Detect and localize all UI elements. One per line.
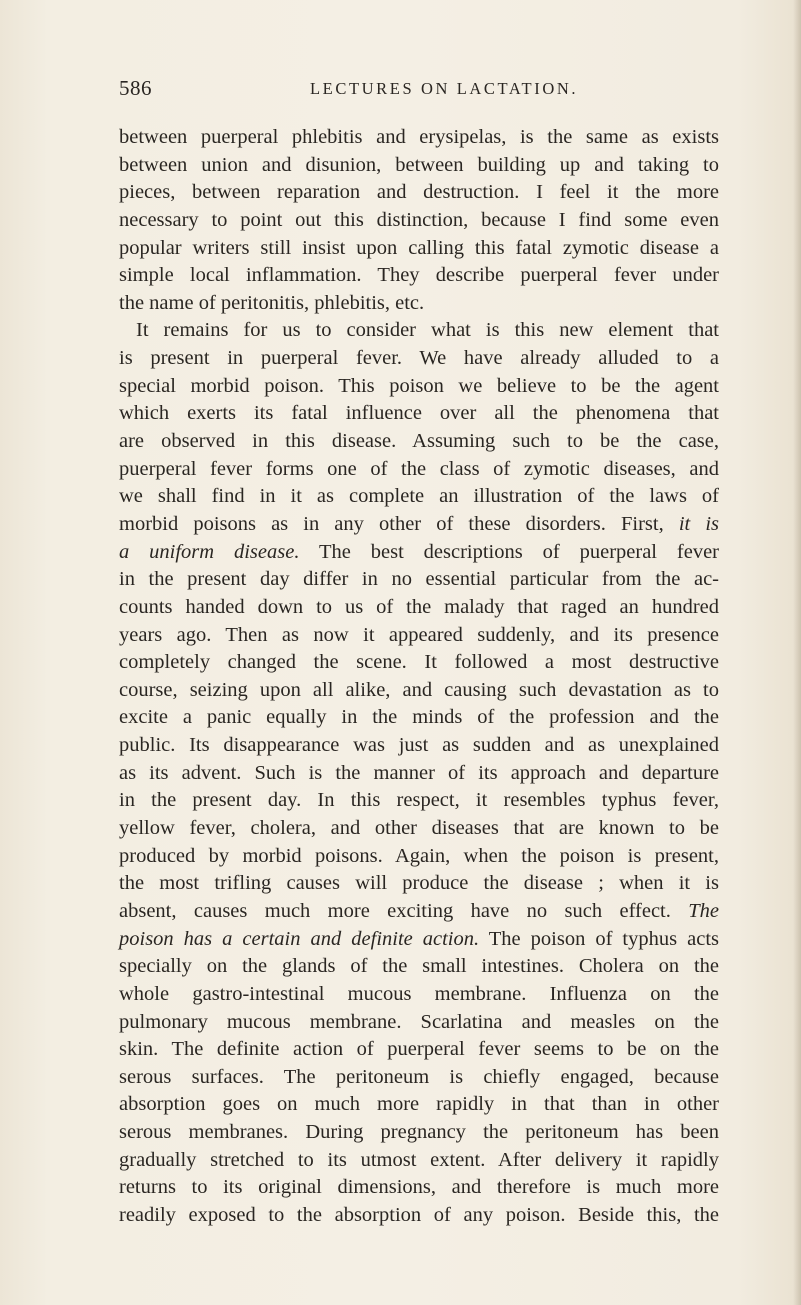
text-line: [119, 1174, 719, 1202]
text-segment: which exerts its fatal influence over all the phenomena that: [119, 402, 719, 425]
text-segment: public. Its disappearance was just as sudden and as unexplained: [119, 734, 719, 757]
text-segment: between union and disunion, between building up and taking to: [119, 153, 719, 176]
text-segment: in the present day differ in no essential particular from the ac-: [119, 568, 719, 591]
text-line: [119, 760, 719, 788]
text-segment: excite a panic equally in the minds of the profession and the: [119, 706, 719, 729]
text-line: [119, 622, 719, 650]
text-segment: morbid poisons as in any other of these disorders. First,: [119, 512, 679, 535]
text-line: [119, 1202, 719, 1230]
text-segment: pieces, between reparation and destruction. I feel it the more: [119, 181, 719, 204]
text-segment: produced by morbid poisons. Again, when the poison is present,: [119, 844, 719, 867]
text-segment: pulmonary mucous membrane. Scarlatina and measles on the: [119, 1010, 719, 1033]
text-segment: returns to its original dimensions, and therefore is much more: [119, 1176, 719, 1199]
text-segment: absorption goes on much more rapidly in that than in other: [119, 1093, 719, 1116]
text-line: [119, 539, 719, 567]
text-line: [119, 732, 719, 760]
text-segment: yellow fever, cholera, and other diseases that are known to be: [119, 817, 719, 840]
page-number: 586: [119, 76, 152, 100]
text-segment: simple local inflammation. They describe puerperal fever under: [119, 264, 719, 287]
text-segment: readily exposed to the absorption of any poison. Beside this, the: [119, 1203, 719, 1226]
text-line: [119, 1036, 719, 1064]
text-segment: The best descriptions of puerperal fever: [299, 540, 719, 563]
text-line: [119, 815, 719, 843]
page-header: [0, 76, 801, 104]
text-segment: The poison of typhus acts: [479, 927, 719, 950]
text-segment: specially on the glands of the small intestines. Cholera on the: [119, 955, 719, 978]
text-segment: the most trifling causes will produce the disease ; when it is: [119, 872, 719, 895]
text-line: [119, 677, 719, 705]
text-line: [119, 235, 719, 263]
text-line: [119, 179, 719, 207]
text-segment: course, seizing upon all alike, and causing such devastation as to: [119, 678, 719, 701]
text-segment: whole gastro-intestinal mucous membrane. Influenza on the: [119, 982, 719, 1005]
text-segment: in the present day. In this respect, it resembles typhus fever,: [119, 789, 719, 812]
text-segment: absent, causes much more exciting have no such effect.: [119, 899, 689, 922]
text-line: [119, 207, 719, 235]
text-segment: gradually stretched to its utmost extent. After delivery it rapidly: [119, 1148, 719, 1171]
text-line: [119, 456, 719, 484]
italic-text: a uniform disease.: [119, 540, 300, 563]
text-line: [119, 400, 719, 428]
text-line: [119, 594, 719, 622]
italic-text: poison has a certain and definite action.: [119, 927, 480, 950]
text-line: [119, 317, 719, 345]
text-line: [119, 152, 719, 180]
text-segment: the name of peritonitis, phlebitis, etc.: [119, 291, 425, 314]
text-segment: is present in puerperal fever. We have already alluded to a: [119, 347, 719, 370]
page-edge-shadow: [793, 0, 801, 1305]
text-line: [119, 898, 719, 926]
text-line: [119, 483, 719, 511]
body-text: [119, 124, 719, 1230]
text-line: [119, 704, 719, 732]
text-line: [119, 290, 719, 318]
italic-text: The: [688, 899, 719, 922]
italic-text: it is: [678, 512, 719, 535]
text-line: [119, 511, 719, 539]
text-segment: serous membranes. During pregnancy the peritoneum has been: [119, 1121, 719, 1144]
text-line: [119, 262, 719, 290]
text-line: [119, 345, 719, 373]
text-segment: are observed in this disease. Assuming such to be the case,: [119, 430, 719, 453]
text-line: [119, 843, 719, 871]
text-line: [119, 1147, 719, 1175]
text-line: [119, 1009, 719, 1037]
text-line: [119, 124, 719, 152]
text-segment: we shall find in it as complete an illustration of the laws of: [119, 485, 719, 508]
text-segment: as its advent. Such is the manner of its approach and departure: [119, 761, 719, 784]
text-segment: years ago. Then as now it appeared suddenly, and its presence: [119, 623, 719, 646]
text-line: [119, 870, 719, 898]
text-line: [119, 953, 719, 981]
text-segment: completely changed the scene. It followed a most destructive: [119, 651, 719, 674]
text-line: [119, 1091, 719, 1119]
text-line: [119, 787, 719, 815]
text-segment: serous surfaces. The peritoneum is chiefly engaged, because: [119, 1065, 719, 1088]
text-segment: between puerperal phlebitis and erysipelas, is the same as exists: [119, 126, 719, 148]
text-line: [119, 566, 719, 594]
text-segment: special morbid poison. This poison we believe to be the agent: [119, 374, 719, 397]
text-line: [119, 981, 719, 1009]
text-segment: It remains for us to consider what is this new element that: [136, 319, 719, 342]
text-segment: skin. The definite action of puerperal fever seems to be on the: [119, 1038, 719, 1061]
text-segment: counts handed down to us of the malady that raged an hundred: [119, 595, 719, 618]
running-head: LECTURES ON LACTATION.: [310, 79, 579, 98]
text-segment: puerperal fever forms one of the class of zymotic diseases, and: [119, 457, 719, 480]
text-segment: popular writers still insist upon calling this fatal zymotic disease a: [119, 236, 719, 259]
text-line: [119, 926, 719, 954]
text-line: [119, 1064, 719, 1092]
text-line: [119, 373, 719, 401]
text-segment: necessary to point out this distinction, because I find some even: [119, 208, 719, 231]
text-line: [119, 428, 719, 456]
text-line: [119, 1119, 719, 1147]
text-line: [119, 649, 719, 677]
